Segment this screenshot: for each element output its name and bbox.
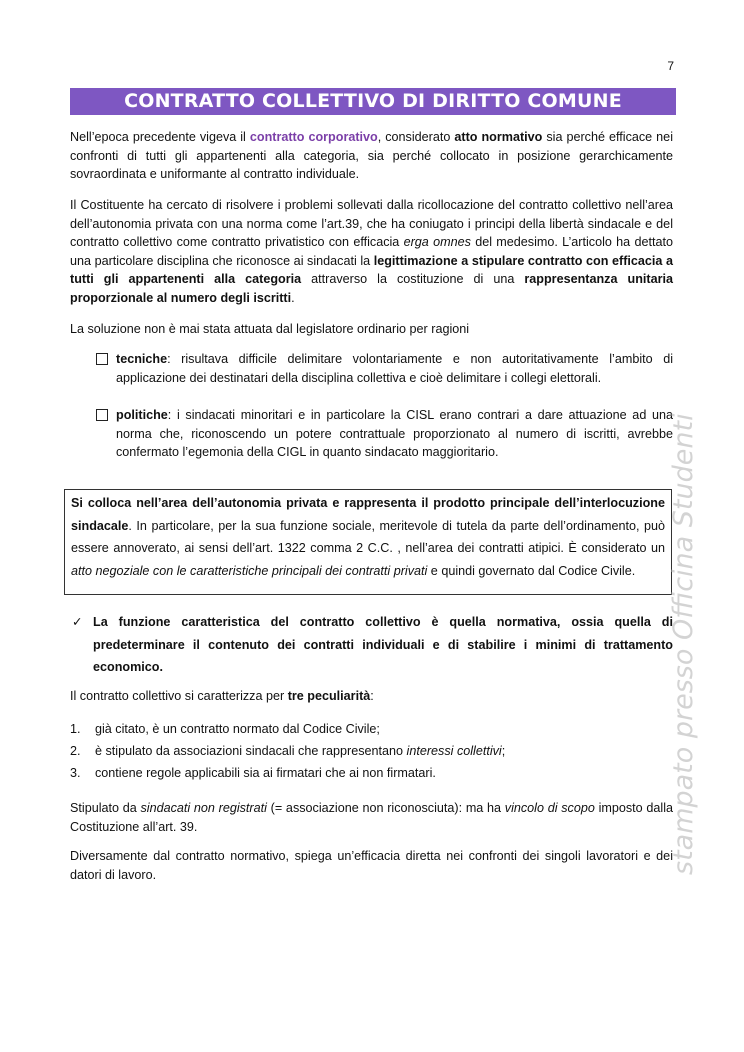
peculiarita-list [70, 718, 673, 784]
paragraph-peculiarita: Il contratto collettivo si caratterizza per tre peculiarità: [70, 689, 374, 703]
checkbox-icon [96, 409, 108, 421]
checkmark-icon: ✓ [72, 615, 83, 629]
boxed-note: Si colloca nell’area dell’autonomia privata e rappresenta il prodotto principale dell’interlocuzione sindacale. In particolare, per la sua funzione sociale, meritevole di tutela da parte dell’ordinamento, può essere annoverato, ai sensi dell’art. 1322 comma 2 C.C. , nell’area dei contratti atipici. È considerato un atto negoziale con le caratteristiche principali dei contratti privati e quindi governato dal Codice Civile. [64, 489, 672, 595]
list-item: 1. già citato, è un contratto normato dal Codice Civile; [70, 722, 380, 736]
paragraph-intro: Nell’epoca precedente vigeva il contratto corporativo, considerato atto normativo sia perché efficace nei confronti di tutti gli appartenenti alla categoria, sia perché collocato in posizione gerarchicamente sovraordinata e uniformante al contratto individuale. [70, 130, 673, 181]
paragraph-efficacia: Diversamente dal contratto normativo, spiega un’efficacia diretta nei confronti dei singoli lavoratori e dei datori di lavoro. [70, 849, 673, 882]
section-title: CONTRATTO COLLETTIVO DI DIRITTO COMUNE [70, 88, 676, 115]
paragraph-costituente: Il Costituente ha cercato di risolvere i problemi sollevati dalla ricollocazione del contratto collettivo nell’area dell’autonomia privata con una norma come l’art.39, che ha coniugato i principi della libertà sindacale e del contratto collettivo come contratto privatistico con efficacia erga omnes del medesimo. L’articolo ha dettato una particolare disciplina che riconosce ai sindacati la legittimazione a stipulare contratto con efficacia a tutti gli appartenenti alla categoria attraverso la costituzione di una rappresentanza unitaria proporzionale al numero degli iscritti. [70, 198, 673, 305]
list-item: 2. è stipulato da associazioni sindacali che rappresentano interessi collettivi; [70, 744, 506, 758]
page-number: 7 [667, 59, 674, 73]
paragraph-soluzione: La soluzione non è mai stata attuata dal legislatore ordinario per ragioni [70, 322, 470, 336]
checked-statement: ✓ La funzione caratteristica del contratto collettivo è quella normativa, ossia quella di predeterminare il contenuto dei contratti individuali e di stabilire i minimi di trattamento economico. [70, 611, 673, 679]
paragraph-stipulato: Stipulato da sindacati non registrati (= associazione non riconosciuta): ma ha vincolo di scopo imposto dalla Costituzione all’art. 39. [70, 801, 673, 834]
bullet-politiche: politiche: i sindacati minoritari e in particolare la CISL erano contrari a dare attuazione ad una norma che, riconoscendo un potere contrattuale proporzionato al numero di iscritti, avrebbe confermato l’egemonia della CIGL in quanto sindacato maggioritario. [96, 406, 673, 462]
highlight-contratto-corporativo: contratto corporativo [249, 130, 378, 144]
checkbox-icon [96, 353, 108, 365]
list-item: 3. contiene regole applicabili sia ai firmatari che ai non firmatari. [70, 766, 436, 780]
watermark: stampato presso Officina Studenti [668, 413, 699, 875]
bullet-tecniche: tecniche: risultava difficile delimitare volontariamente e non autoritativamente l’ambito di applicazione dei destinatari della disciplina collettiva e cioè delimitare i collegi elettorali. [96, 350, 673, 387]
